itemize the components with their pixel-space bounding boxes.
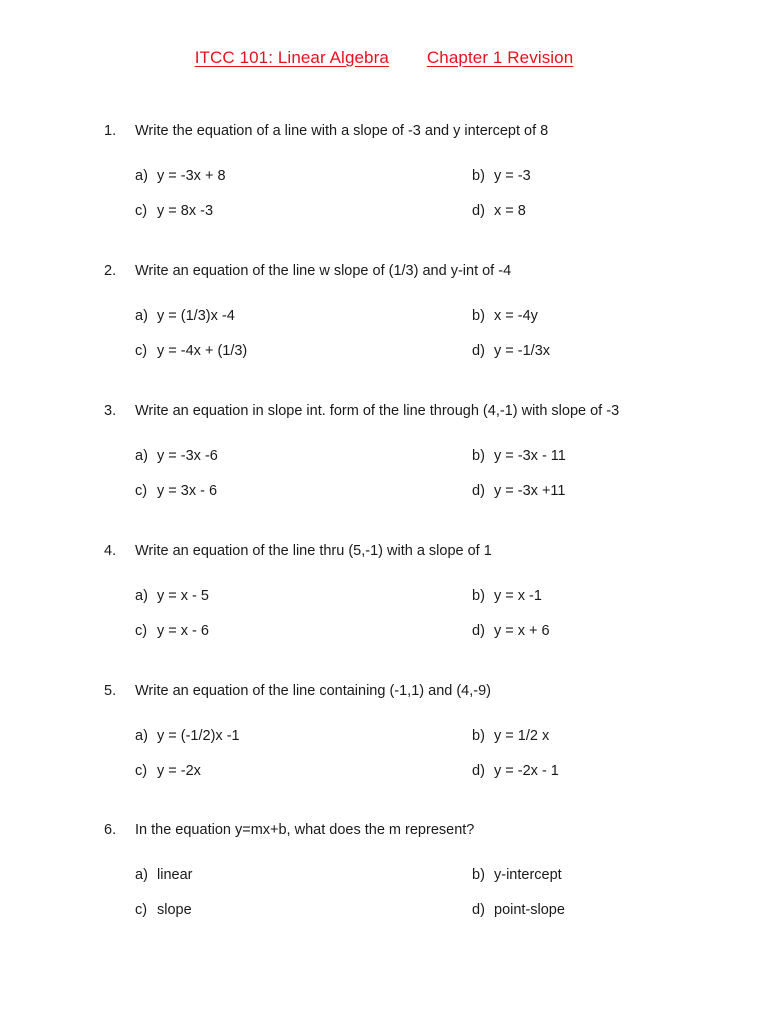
option-1d: d) x = 8: [472, 203, 526, 219]
question-3: [104, 401, 744, 421]
chapter-title: Chapter 1 Revision: [426, 48, 574, 67]
option-5c: c) y = -2x: [135, 763, 201, 779]
option-2a: a) y = (1/3)x -4: [135, 308, 235, 324]
question-text: Write an equation in slope int. form of the line through (4,-1) with slope of -3: [135, 403, 620, 419]
option-2b: b) x = -4y: [472, 308, 538, 324]
option-1a: a) y = -3x + 8: [135, 168, 226, 184]
question-number: 1.: [104, 123, 117, 139]
question-text: In the equation y=mx+b, what does the m represent?: [135, 822, 475, 838]
question-5: [104, 681, 744, 701]
question-text: Write the equation of a line with a slope of -3 and y intercept of 8: [135, 123, 549, 139]
option-5a: a) y = (-1/2)x -1: [135, 728, 240, 744]
option-2d: d) y = -1/3x: [472, 343, 551, 359]
option-3d: d) y = -3x +11: [472, 483, 566, 499]
option-4c: c) y = x - 6: [135, 623, 209, 639]
option-1b: b) y = -3: [472, 168, 531, 184]
question-4: [104, 541, 744, 561]
option-2c: c) y = -4x + (1/3): [135, 343, 248, 359]
option-4d: d) y = x + 6: [472, 623, 550, 639]
option-3a: a) y = -3x -6: [135, 448, 218, 464]
option-5b: b) y = 1/2 x: [472, 728, 550, 744]
course-title: ITCC 101: Linear Algebra: [194, 48, 389, 67]
option-3c: c) y = 3x - 6: [135, 483, 218, 499]
question-number: 2.: [104, 263, 117, 279]
option-6a: a) linear: [135, 867, 193, 883]
question-2: [104, 261, 744, 281]
question-text: Write an equation of the line containing (-1,1) and (4,-9): [135, 683, 491, 699]
option-6b: b) y-intercept: [472, 867, 562, 883]
option-5d: d) y = -2x - 1: [472, 763, 559, 779]
question-text: Write an equation of the line thru (5,-1) with a slope of 1: [135, 543, 492, 559]
question-number: 4.: [104, 543, 117, 559]
option-3b: b) y = -3x - 11: [472, 448, 566, 464]
question-6: [104, 820, 744, 840]
option-4b: b) y = x -1: [472, 588, 542, 604]
question-number: 5.: [104, 683, 117, 699]
option-1c: c) y = 8x -3: [135, 203, 214, 219]
question-text: Write an equation of the line w slope of (1/3) and y-int of -4: [135, 263, 512, 279]
question-number: 3.: [104, 403, 117, 419]
question-1: [104, 121, 744, 141]
page-title: [0, 48, 768, 68]
option-4a: a) y = x - 5: [135, 588, 209, 604]
option-6c: c) slope: [135, 902, 192, 918]
option-6d: d) point-slope: [472, 902, 565, 918]
question-number: 6.: [104, 822, 117, 838]
